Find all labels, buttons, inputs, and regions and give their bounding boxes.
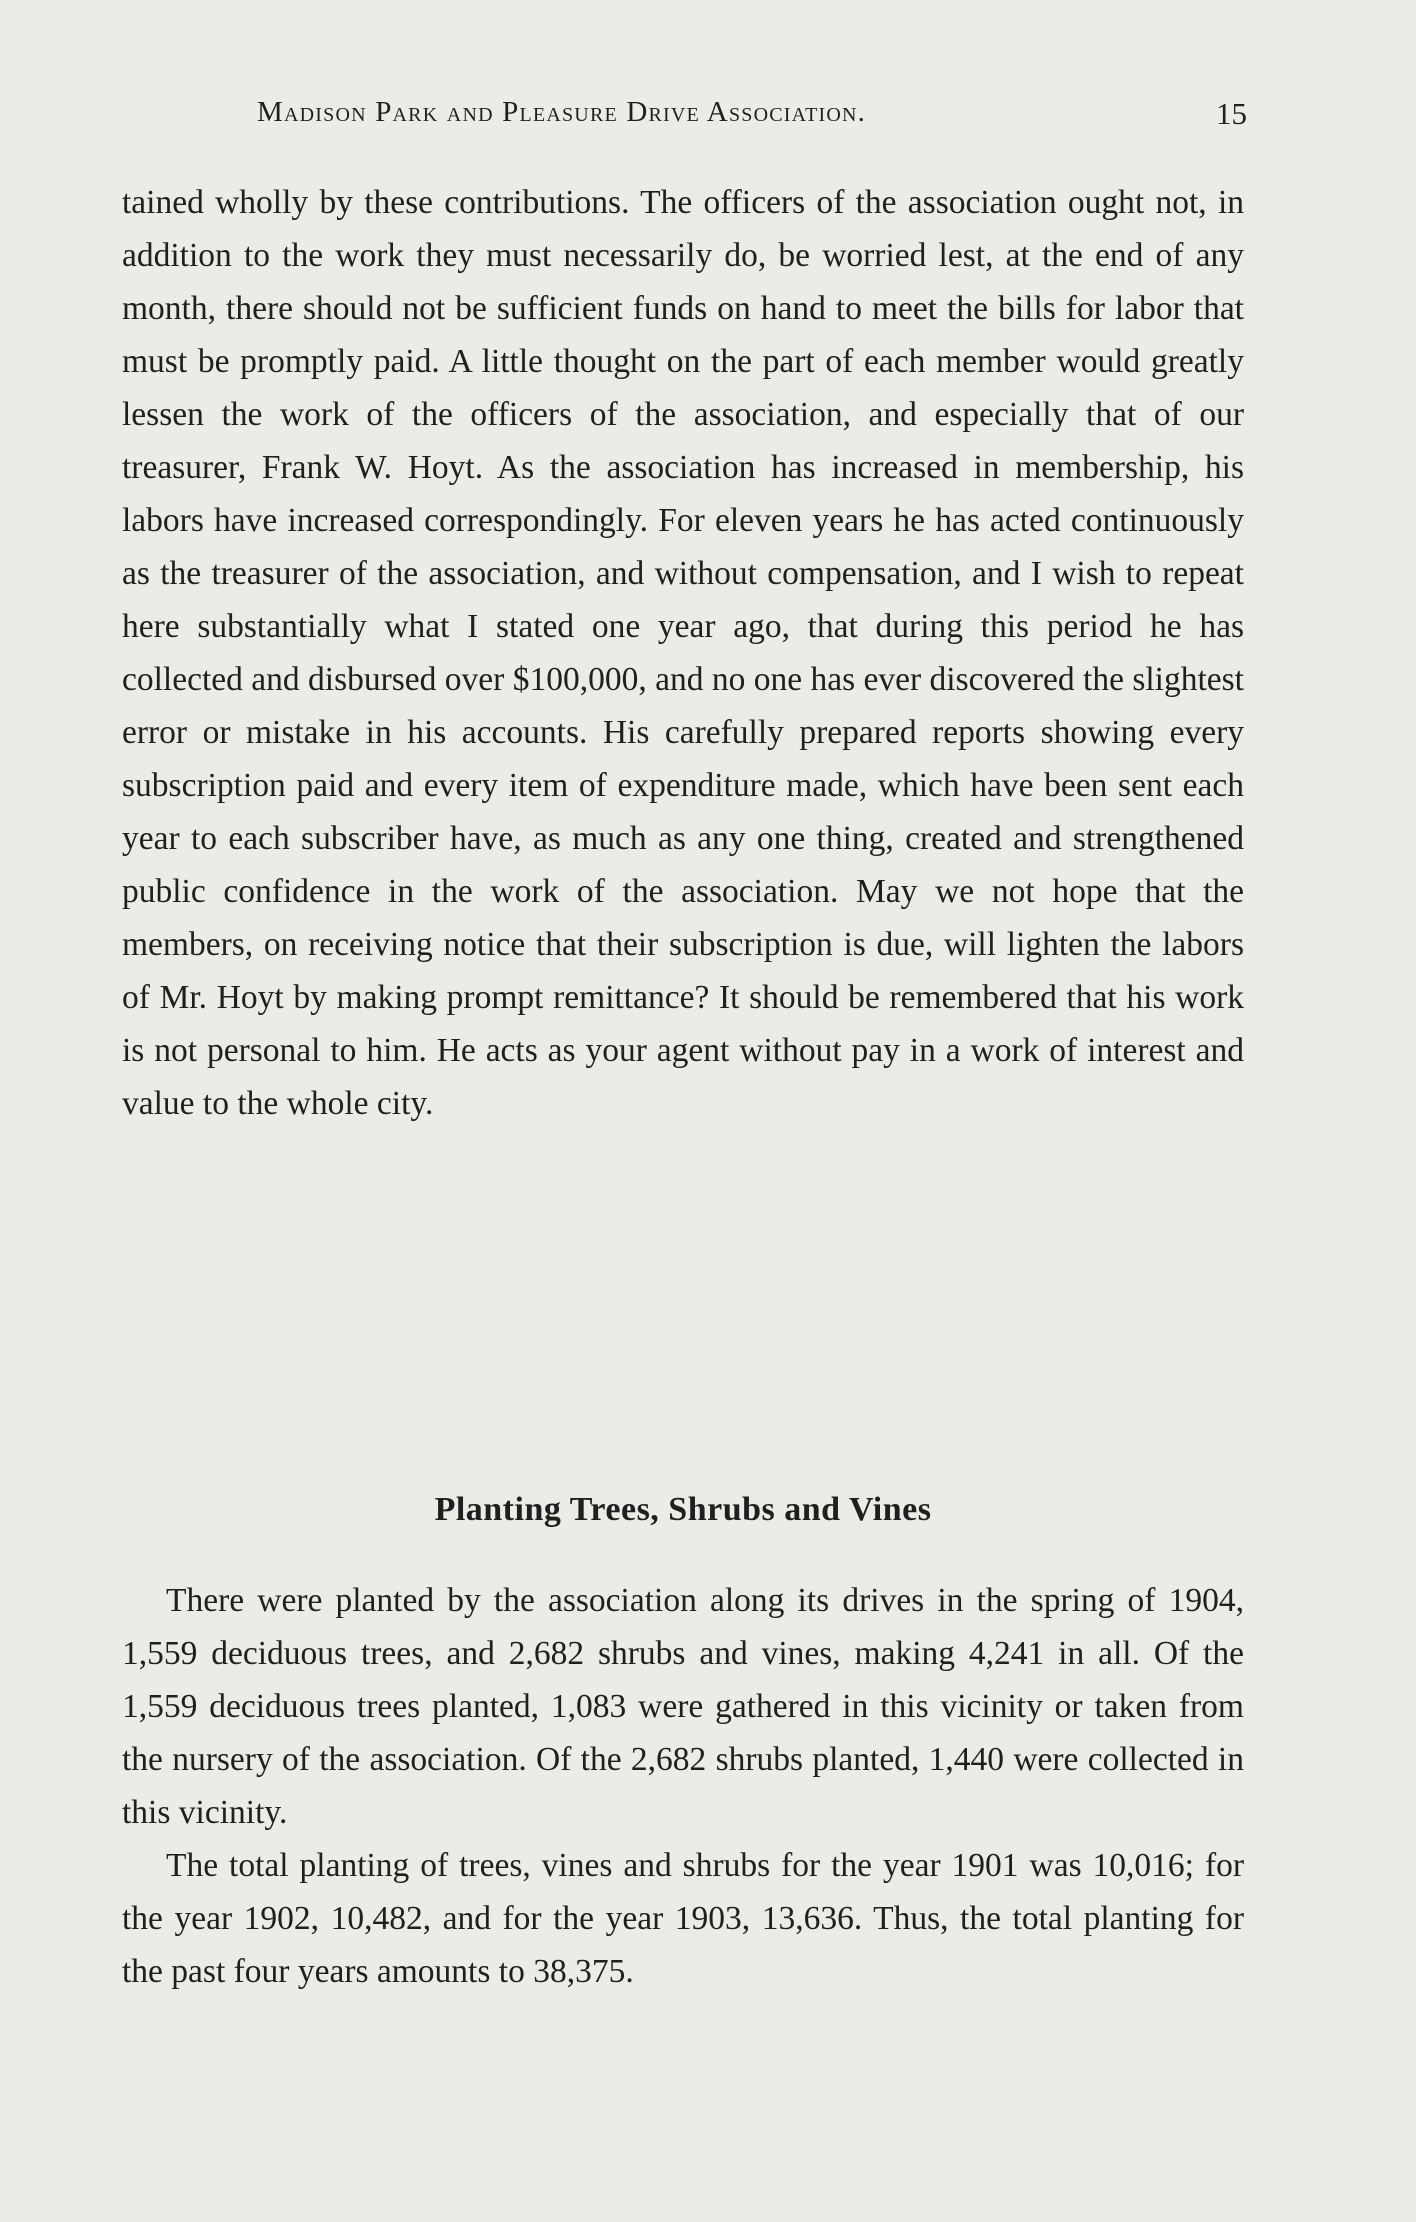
body-text: [122, 176, 1244, 1130]
section-paragraph-2: The total planting of trees, vines and shrubs for the year 1901 was 10,016; for the year 1902, 10,482, and for the year 1903, 13,636. Thus, the total planting for the past four years amounts to 38,375.: [122, 1847, 1244, 1990]
body-paragraph: tained wholly by these contributions. The officers of the association ought not, in addition to the work they must necessarily do, be worried lest, at the end of any month, there should not be sufficient funds on hand to meet the bills for labor that must be promptly paid. A little thought on the part of each member would greatly lessen the work of the officers of the association, and especially that of our treasurer, Frank W. Hoyt. As the association has increased in membership, his labors have increased correspondingly. For eleven years he has acted continuously as the treasurer of the association, and without compensation, and I wish to repeat here substantially what I stated one year ago, that during this period he has collected and disbursed over $100,000, and no one has ever discovered the slightest error or mistake in his accounts. His carefully prepared reports showing every subscription paid and every item of expenditure made, which have been sent each year to each subscriber have, as much as any one thing, created and strengthened public confidence in the work of the association. May we not hope that the members, on receiving notice that their subscription is due, will lighten the labors of Mr. Hoyt by making prompt remittance? It should be remembered that his work is not personal to him. He acts as your agent without pay in a work of interest and value to the whole city.: [122, 184, 1244, 1122]
section-heading: Planting Trees, Shrubs and Vines: [434, 1491, 932, 1528]
running-head: [122, 96, 1247, 144]
section-paragraph-1: There were planted by the association along its drives in the spring of 1904, 1,559 deciduous trees, and 2,682 shrubs and vines, making 4,241 in all. Of the 1,559 deciduous trees planted, 1,083 were gathered in this vicinity or taken from the nursery of the association. Of the 2,682 shrubs planted, 1,440 were collected in this vicinity.: [122, 1582, 1244, 1831]
page-number: 15: [1216, 96, 1247, 131]
running-title: Madison Park and Pleasure Drive Association.: [257, 96, 867, 128]
section-text: [122, 1574, 1244, 1998]
